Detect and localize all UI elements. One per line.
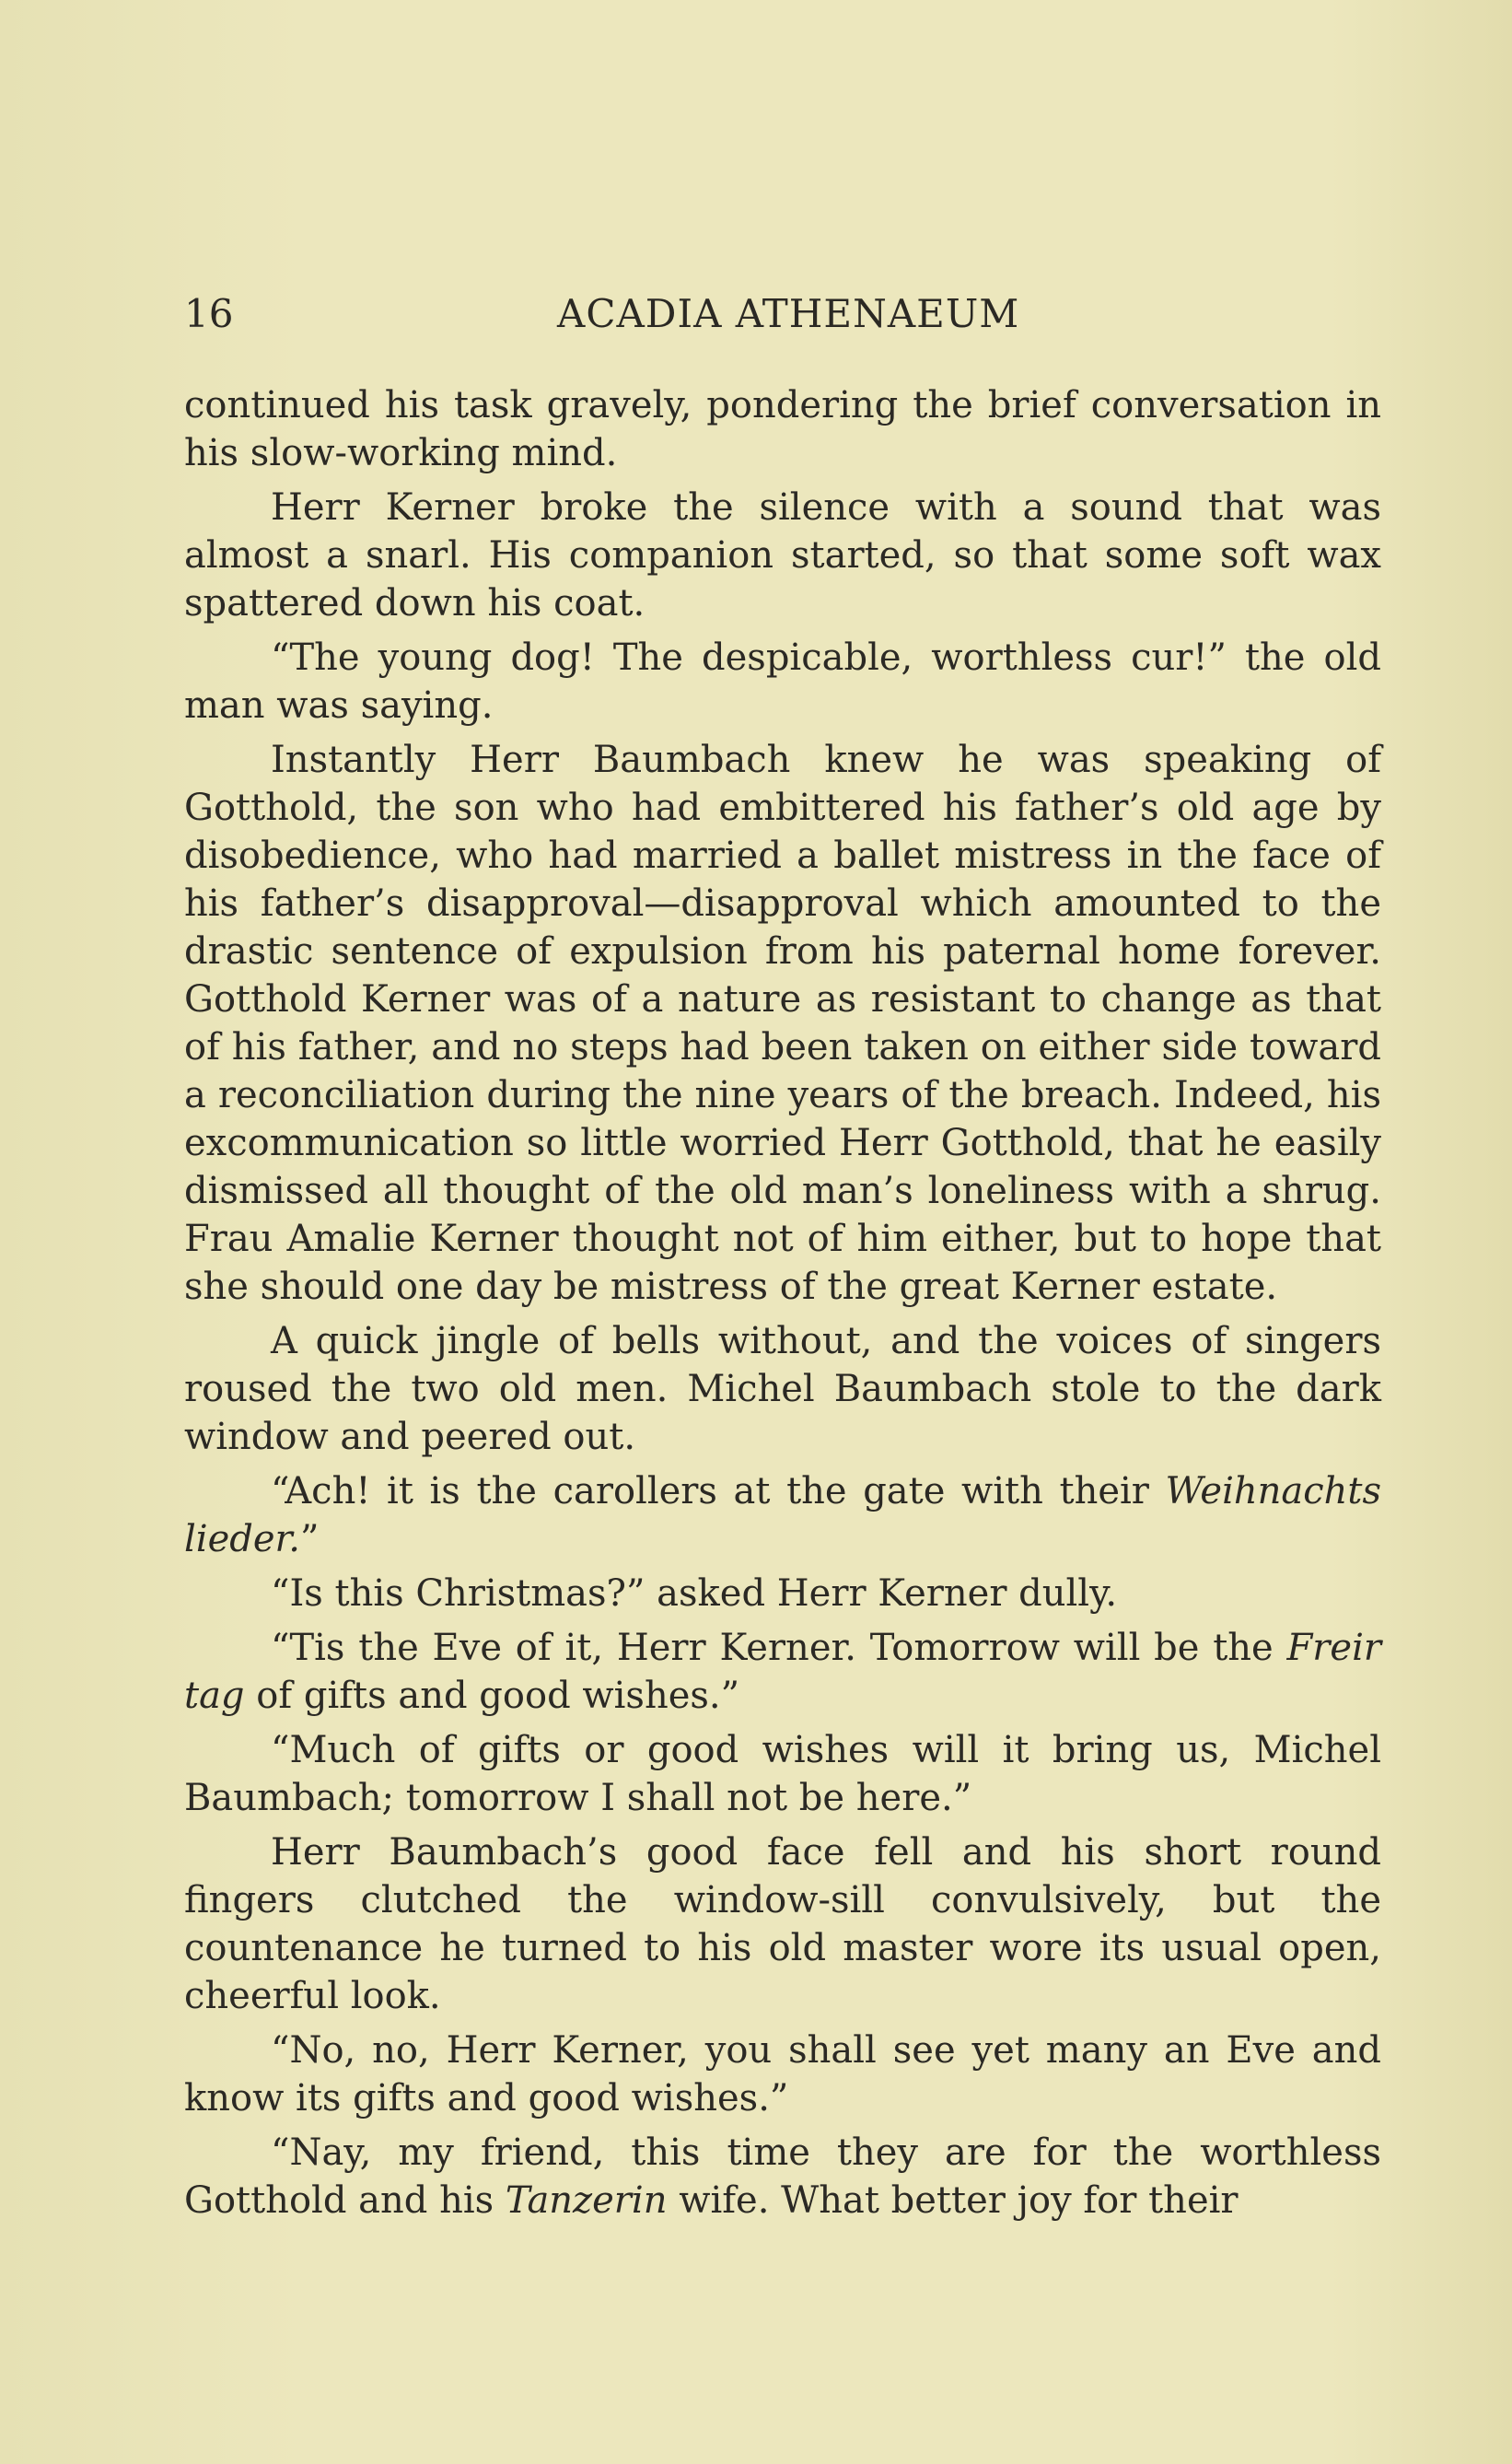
paragraph (184, 381, 1381, 477)
text-run: ” (299, 1518, 320, 1560)
paragraph (184, 1467, 1381, 1563)
paragraph (184, 2026, 1381, 2122)
running-head (184, 291, 1381, 346)
text-run: A quick jingle of bells without, and the voices of singers roused the two old men. Michel Baumbach stole to the dark window and peered out. (184, 1320, 1381, 1458)
paragraph (184, 1726, 1381, 1822)
text-run: “Tis the Eve of it, Herr Kerner. Tomorrow will be the (271, 1627, 1287, 1669)
text-run: “Much of gifts or good wishes will it bring us, Michel Baumbach; tomorrow I shall not be here.” (184, 1729, 1381, 1819)
italic-run: Weihnachts lieder. (184, 1470, 1381, 1560)
journal-title: ACADIA ATHENAEUM (557, 291, 1020, 336)
paragraph (184, 1570, 1381, 1617)
text-run: “Is this Christmas?” asked Herr Kerner dully. (271, 1572, 1118, 1615)
page-number: 16 (184, 291, 234, 336)
body-text (184, 381, 1381, 2231)
text-run: Herr Kerner broke the silence with a sound that was almost a snarl. His companion started, so that some soft wax spattered down his coat. (184, 486, 1381, 625)
paragraph (184, 634, 1381, 730)
text-run: wife. What better joy for their (667, 2179, 1239, 2222)
text-run: continued his task gravely, pondering the brief conversation in his slow-working mind. (184, 384, 1381, 474)
italic-run: Freir tag (184, 1627, 1381, 1717)
italic-run: Tanzerin (505, 2179, 668, 2222)
paragraph (184, 1624, 1381, 1720)
paragraph (184, 1317, 1381, 1461)
paragraph (184, 2129, 1381, 2225)
text-run: Instantly Herr Baumbach knew he was speaking of Gotthold, the son who had embittered his father’s old age by disobedience, who had married a ballet mistress in the face of his father’s disapproval—disapproval which amounted to the drastic sentence of expulsion from his paternal home forever. Gotthold Kerner was of a nature as resistant to change as that of his father, and no steps had been taken on either side toward a reconciliation during the nine years of the breach. Indeed, his excommunication so little worried Herr Gotthold, that he easily dismissed all thought of the old man’s loneliness with a shrug. Frau Amalie Kerner thought not of him either, but to hope that she should one day be mistress of the great Kerner estate. (184, 739, 1381, 1308)
paragraph (184, 1828, 1381, 2020)
text-run: Herr Baumbach’s good face fell and his short round fingers clutched the window-sill convulsively, but the countenance he turned to his old master wore its usual open, cheerful look. (184, 1831, 1381, 2017)
text-run: “The young dog! The despicable, worthless cur!” the old man was saying. (184, 636, 1381, 727)
text-run: “Nay, my friend, this time they are for the worthless Gotthold and his (184, 2131, 1381, 2222)
text-run: “Ach! it is the carollers at the gate with their (271, 1470, 1166, 1512)
text-run: of gifts and good wishes.” (244, 1675, 740, 1717)
paragraph (184, 484, 1381, 627)
paragraph (184, 736, 1381, 1311)
text-run: “No, no, Herr Kerner, you shall see yet many an Eve and know its gifts and good wishes.” (184, 2029, 1381, 2120)
